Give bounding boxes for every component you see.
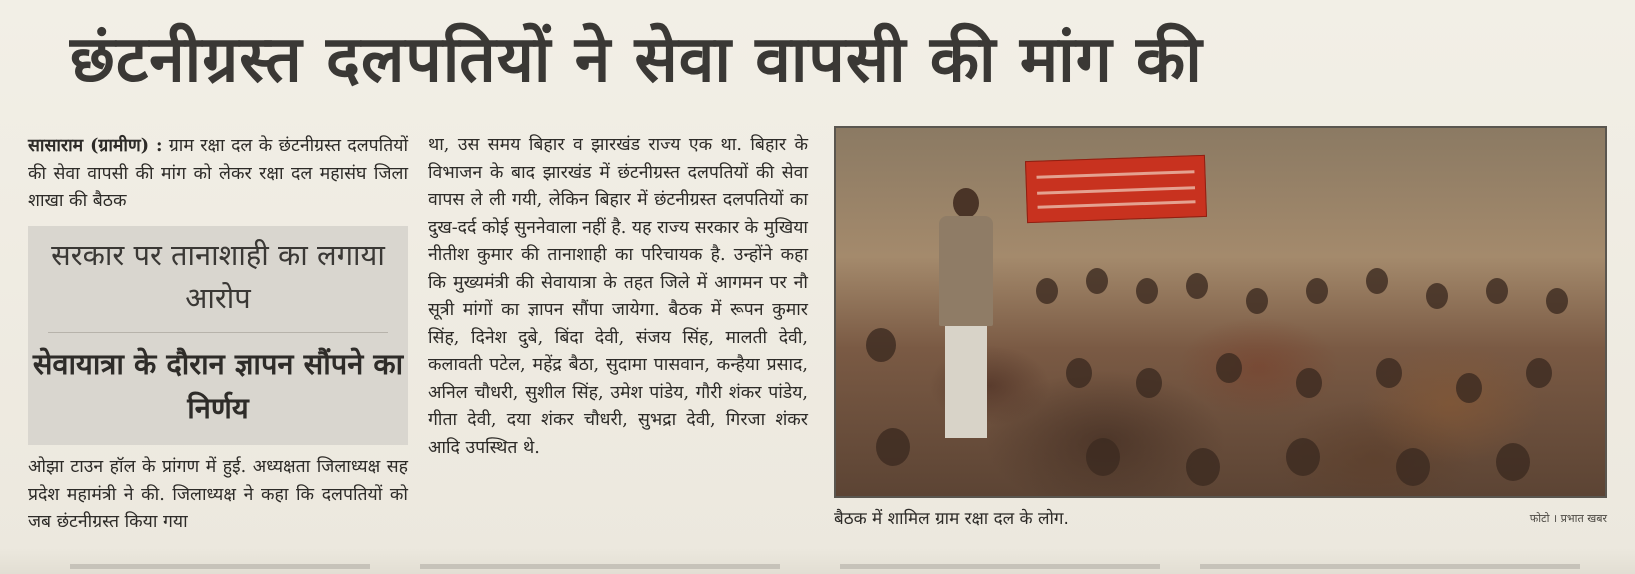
- crowd-head: [1086, 438, 1120, 476]
- crowd-head: [1036, 278, 1058, 304]
- crowd-head: [1546, 288, 1568, 314]
- crowd-head: [1136, 368, 1162, 398]
- subheading-box: [28, 226, 408, 445]
- cut-text-fragment: [840, 564, 1160, 569]
- speaker-figure: [931, 188, 1001, 438]
- crowd-head: [1496, 443, 1530, 481]
- cut-text-fragment: [420, 564, 780, 569]
- banner-text-line: [1038, 200, 1196, 209]
- crowd-head: [1306, 278, 1328, 304]
- red-banner: [1025, 155, 1207, 223]
- crowd-head: [1426, 283, 1448, 309]
- subheading-1: सरकार पर तानाशाही का लगाया आरोप: [51, 238, 385, 315]
- headline: छंटनीग्रस्त दलपतियों ने सेवा वापसी की मांग की: [70, 23, 1203, 97]
- crowd-head: [1246, 288, 1268, 314]
- crowd-head: [1526, 358, 1552, 388]
- crowd-head: [1066, 358, 1092, 388]
- speaker-head: [953, 188, 979, 218]
- crowd-head: [1136, 278, 1158, 304]
- crowd-head: [1456, 373, 1482, 403]
- crowd-head: [866, 328, 896, 362]
- article-lead-text: ग्राम रक्षा दल के छंटनीग्रस्त दलपतियों की सेवा वापसी की मांग को लेकर रक्षा दल महासंघ जिला शाखा की बैठक: [28, 136, 408, 211]
- crowd-head: [1186, 273, 1208, 299]
- crowd-head: [1216, 353, 1242, 383]
- crowd-head: [1086, 268, 1108, 294]
- photo-caption: बैठक में शामिल ग्राम रक्षा दल के लोग.: [834, 509, 1069, 529]
- cut-text-fragment: [1200, 564, 1580, 569]
- article-column-1-top: [28, 132, 408, 216]
- crowd-head: [1296, 368, 1322, 398]
- crowd-head: [1486, 278, 1508, 304]
- crowd-head: [1376, 358, 1402, 388]
- news-photo: [834, 126, 1607, 498]
- speaker-legs: [945, 326, 987, 438]
- crowd-head: [1186, 448, 1220, 486]
- crowd-head: [876, 428, 910, 466]
- dateline: सासाराम (ग्रामीण) :: [28, 135, 163, 156]
- cut-text-fragment: [70, 564, 370, 569]
- crowd-head: [1366, 268, 1388, 294]
- photo-credit: फोटो । प्रभात खबर: [1529, 512, 1607, 525]
- speaker-body: [939, 216, 993, 326]
- subheading-divider: [48, 332, 388, 333]
- crowd-head: [1286, 438, 1320, 476]
- next-article-edge: [0, 548, 1635, 574]
- article-column-1-bottom: ओझा टाउन हॉल के प्रांगण में हुई. अध्यक्षता जिलाध्यक्ष सह प्रदेश महामंत्री ने की. जिलाध्यक्ष ने कहा कि दलपतियों को जब छंटनीग्रस्त किया गया: [28, 457, 408, 532]
- subheading-2: सेवायात्रा के दौरान ज्ञापन सौंपने का निर्णय: [32, 347, 404, 425]
- banner-text-line: [1036, 170, 1194, 179]
- crowd-head: [1396, 448, 1430, 486]
- banner-text-line: [1037, 186, 1195, 195]
- article-column-2: था, उस समय बिहार व झारखंड राज्य एक था. बिहार के विभाजन के बाद झारखंड में छंटनीग्रस्त दलपतियों की सेवा वापस ले ली गयी, लेकिन बिहार में छंटनीग्रस्त दलपतियों का दुख-दर्द कोई सुननेवाला नहीं है. यह राज्य सरकार के मुखिया नीतीश कुमार की तानाशाही का परिचायक है. उन्होंने कहा कि मुख्यमंत्री की सेवायात्रा के तहत जिले में आगमन पर नौ सूत्री मांगों का ज्ञापन सौंपा जायेगा. बैठक में रूपन कुमार सिंह, दिनेश दुबे, बिंदा देवी, संजय सिंह, मालती देवी, कलावती पटेल, महेंद्र बैठा, सुदामा पासवान, कन्हैया प्रसाद, अनिल चौधरी, सुशील सिंह, उमेश पांडेय, गौरी शंकर पांडेय, गीता देवी, दया शंकर चौधरी, सुभद्रा देवी, गिरजा शंकर आदि उपस्थित थे.: [428, 135, 808, 458]
